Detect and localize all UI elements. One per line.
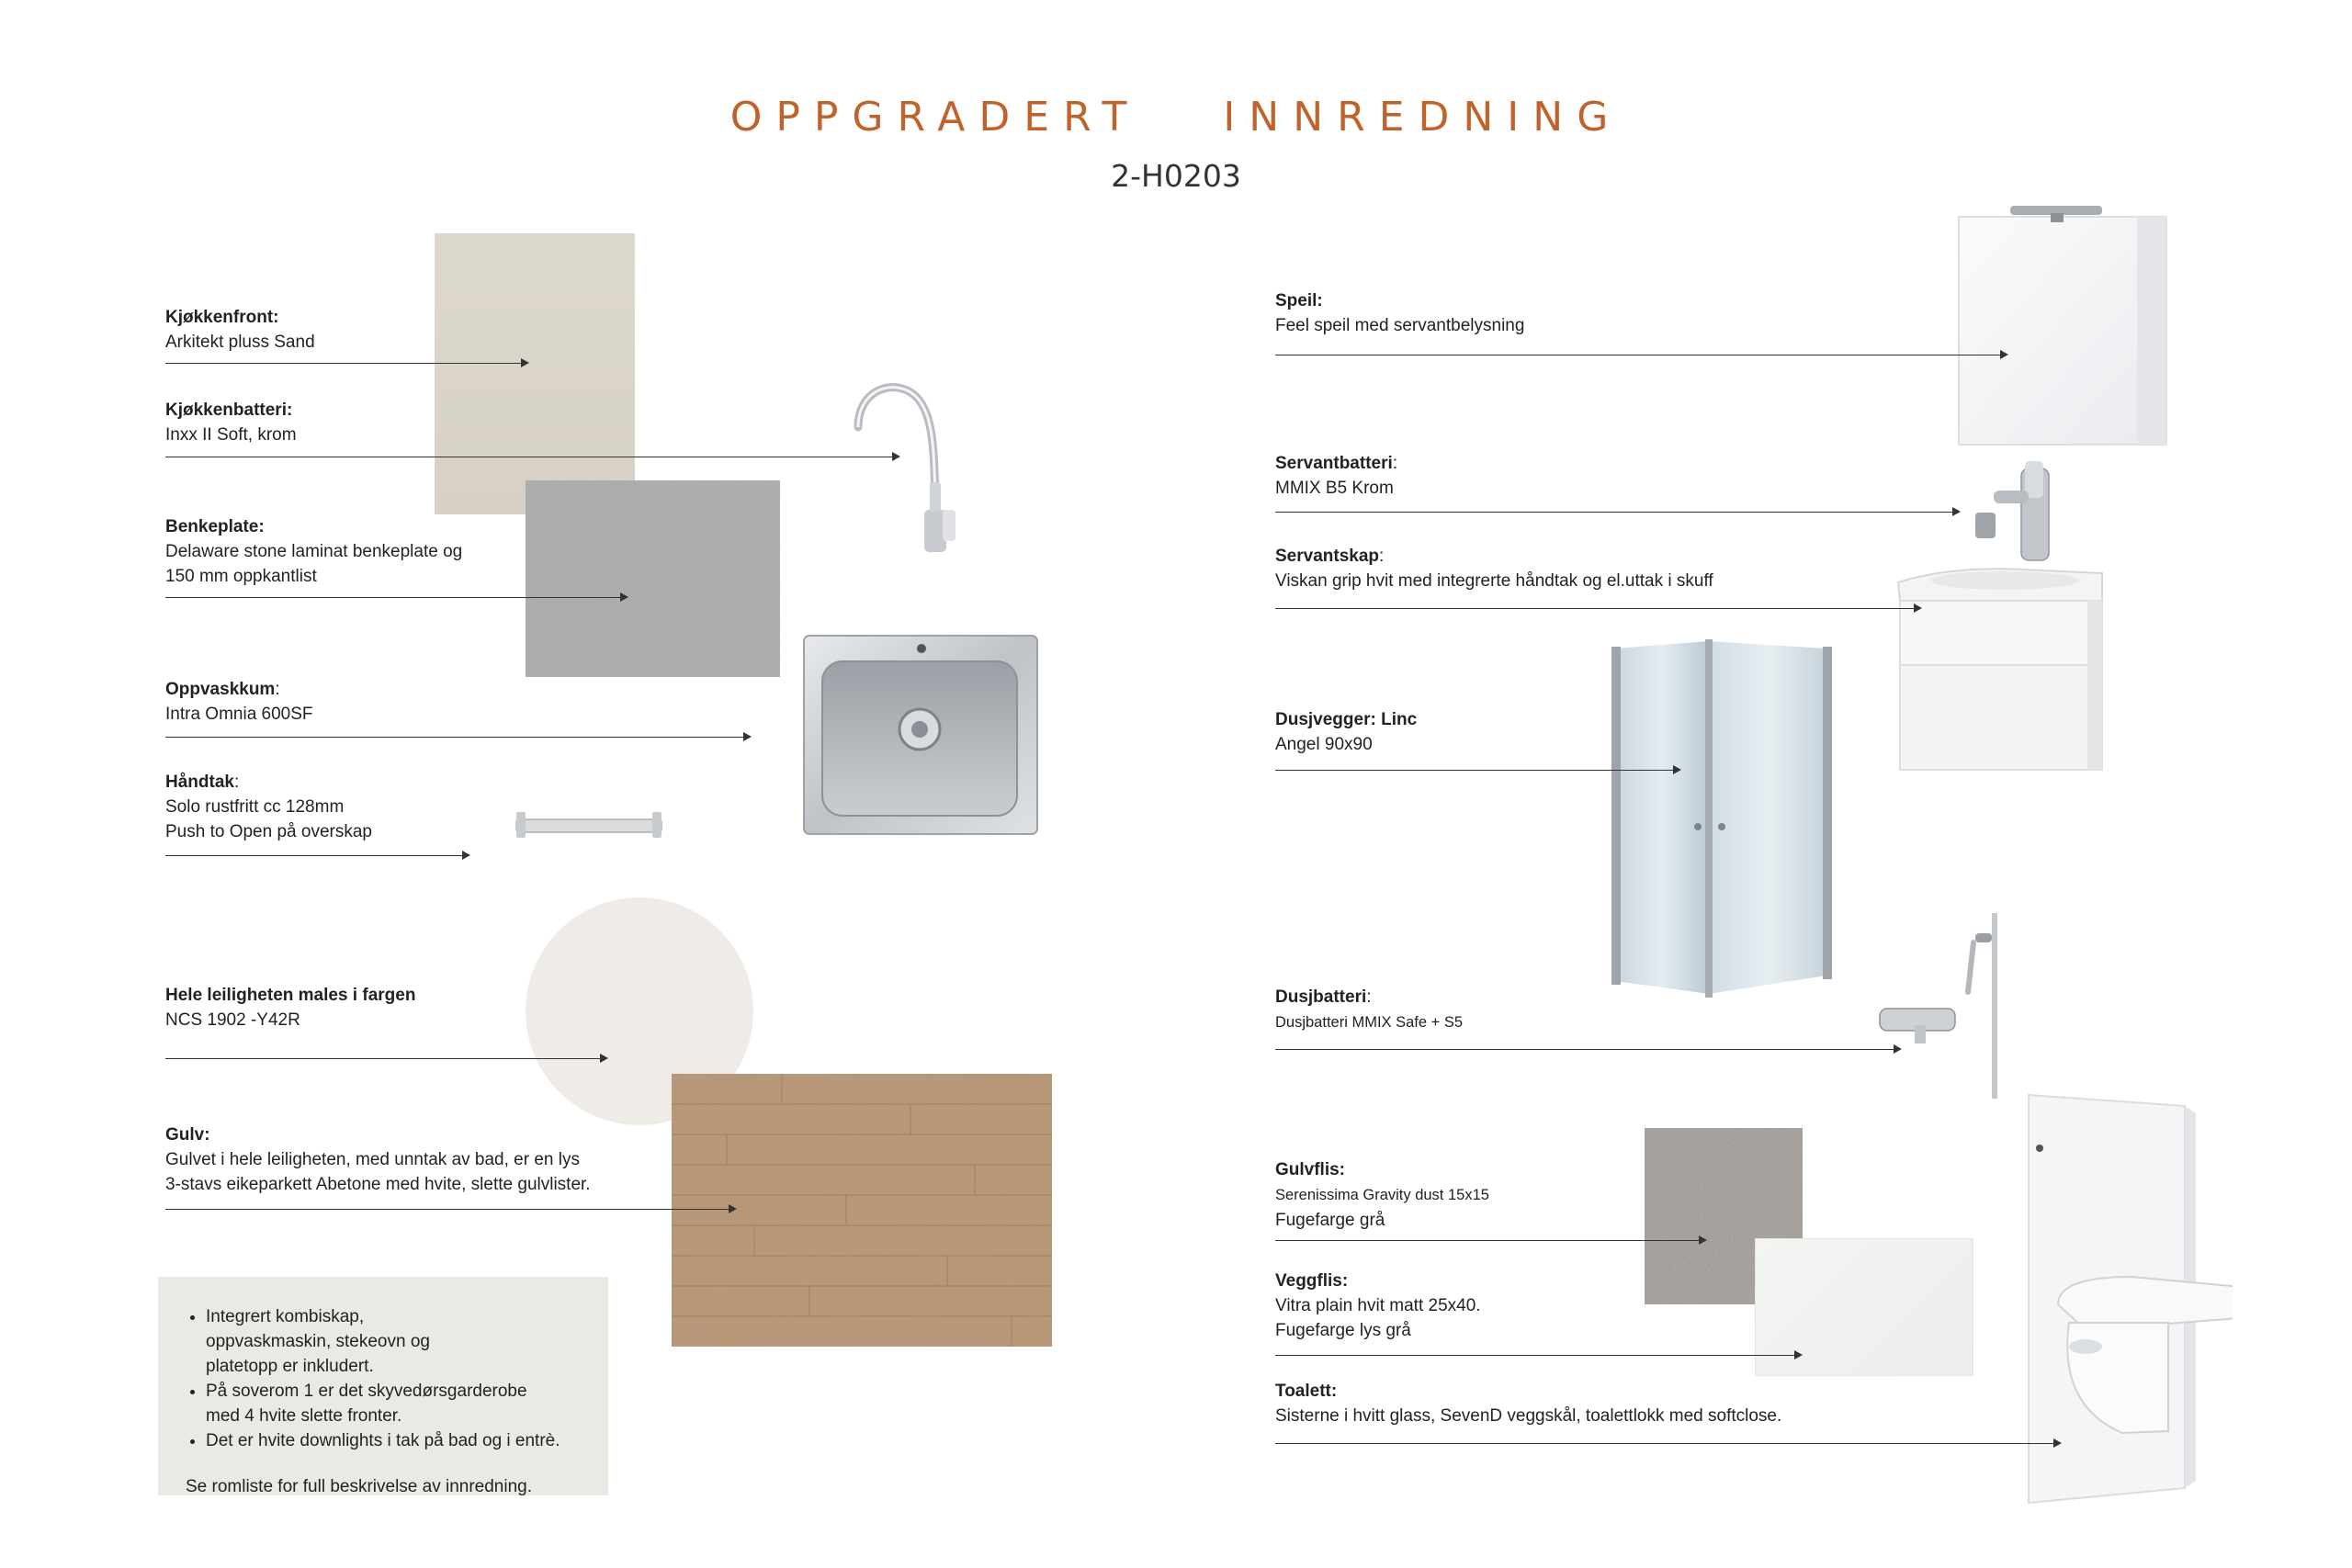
countertop-line-1: Delaware stone laminat benkeplate og xyxy=(165,542,463,561)
floor-line-1: Gulvet i hele leiligheten, med unntak av bad, er en lys xyxy=(165,1150,580,1169)
arrow-basin-tap xyxy=(1275,512,1959,513)
arrow-paint xyxy=(165,1058,606,1059)
notes-item: • Det er hvite downlights i tak på bad og i entrè. xyxy=(206,1428,608,1453)
countertop-line-2: 150 mm oppkantlist xyxy=(165,567,317,586)
floor-tile-title: Gulvflis: xyxy=(1275,1160,1346,1179)
sink-title: Oppvaskkum xyxy=(165,680,276,699)
kitchen-battery-value: Inxx II Soft, krom xyxy=(165,425,297,445)
basin-tap-label xyxy=(1275,451,1397,501)
handle-title: Håndtak xyxy=(165,773,234,792)
shower-tap-title: Dusjbatteri xyxy=(1275,987,1367,1007)
sink-colon: : xyxy=(275,680,280,699)
floor-title: Gulv: xyxy=(165,1125,210,1145)
toilet-value: Sisterne i hvitt glass, SevenD veggskål, toalettlokk med softclose. xyxy=(1275,1406,1782,1426)
arrow-kitchen-front xyxy=(165,363,527,364)
title-word-1: OPPGRADERT xyxy=(729,94,1141,141)
arrow-wall-tile xyxy=(1275,1355,1801,1356)
shower-walls-value: Angel 90x90 xyxy=(1275,735,1373,754)
toilet-label xyxy=(1275,1379,1781,1428)
vanity-value: Viskan grip hvit med integrerte håndtak og el.uttak i skuff xyxy=(1275,571,1713,591)
vanity-icon xyxy=(1894,560,2106,773)
wall-tile-label xyxy=(1275,1269,1481,1343)
floor-tile-label xyxy=(1275,1157,1489,1233)
arrow-countertop xyxy=(165,597,627,598)
arrow-toilet xyxy=(1275,1443,2060,1444)
shower-enclosure-icon xyxy=(1608,634,1834,1001)
basin-tap-colon: : xyxy=(1392,454,1398,473)
arrow-floor xyxy=(165,1209,735,1210)
countertop-label xyxy=(165,514,462,589)
shower-walls-label xyxy=(1275,707,1417,757)
paint-title: Hele leiligheten males i fargen xyxy=(165,986,416,1005)
kitchen-front-swatch xyxy=(435,233,635,514)
arrow-floor-tile xyxy=(1275,1240,1705,1241)
shower-tap-value: Dusjbatteri MMIX Safe + S5 xyxy=(1275,1014,1464,1031)
floor-line-2: 3-stavs eikeparkett Abetone med hvite, slette gulvlister. xyxy=(165,1175,591,1194)
basin-tap-icon xyxy=(1966,459,2067,570)
handle-colon: : xyxy=(233,773,240,792)
notes-item: • Integrert kombiskap, oppvaskmaskin, stekeovn og platetopp er inkludert. xyxy=(206,1304,608,1379)
paint-value: NCS 1902 -Y42R xyxy=(165,1010,300,1030)
notes-item: • På soverom 1 er det skyvedørsgarderobe med 4 hvite slette fronter. xyxy=(206,1379,608,1428)
title-word-2: INNREDNING xyxy=(1223,94,1623,141)
shower-tap-colon: : xyxy=(1366,987,1372,1007)
handle-icon xyxy=(513,808,665,841)
floor-label xyxy=(165,1122,591,1197)
toilet-title: Toalett: xyxy=(1275,1382,1338,1401)
wall-tile-line-2: Fugefarge lys grå xyxy=(1275,1321,1411,1340)
page-title xyxy=(0,94,2352,141)
wall-tile-title: Veggflis: xyxy=(1275,1271,1349,1291)
kitchen-front-value: Arkitekt pluss Sand xyxy=(165,333,315,352)
wall-tile-line-1: Vitra plain hvit matt 25x40. xyxy=(1275,1296,1481,1315)
kitchen-battery-label xyxy=(165,398,297,447)
kitchen-faucet-icon xyxy=(845,372,983,556)
kitchen-front-title: Kjøkkenfront: xyxy=(165,308,279,327)
shower-set-icon xyxy=(1872,909,2019,1102)
arrow-shower-tap xyxy=(1275,1049,1900,1050)
kitchen-front-label xyxy=(165,305,315,355)
floor-tile-line-1: Serenissima Gravity dust 15x15 xyxy=(1275,1187,1489,1203)
handle-line-1: Solo rustfritt cc 128mm xyxy=(165,797,345,817)
arrow-shower-walls xyxy=(1275,770,1679,771)
shower-walls-title: Dusjvegger: Linc xyxy=(1275,710,1418,729)
basin-tap-value: MMIX B5 Krom xyxy=(1275,479,1394,498)
notes-box xyxy=(158,1277,608,1495)
vanity-colon: : xyxy=(1379,547,1385,566)
handle-label xyxy=(165,770,372,844)
vanity-title: Servantskap xyxy=(1275,547,1380,566)
notes-footer: Se romliste for full beskrivelse av innredning. xyxy=(186,1477,533,1496)
arrow-sink xyxy=(165,737,750,738)
floor-tile-line-2: Fugefarge grå xyxy=(1275,1211,1385,1230)
vanity-label xyxy=(1275,544,1713,593)
countertop-title: Benkeplate: xyxy=(165,517,265,536)
countertop-swatch xyxy=(526,480,780,677)
arrow-handle xyxy=(165,855,469,856)
mirror-value: Feel speil med servantbelysning xyxy=(1275,316,1525,335)
notes-list xyxy=(158,1304,608,1453)
mirror-icon xyxy=(1955,200,2176,448)
arrow-vanity xyxy=(1275,608,1920,609)
mirror-title: Speil: xyxy=(1275,291,1323,310)
sink-value: Intra Omnia 600SF xyxy=(165,705,313,724)
shower-tap-label xyxy=(1275,985,1463,1035)
mirror-label xyxy=(1275,288,1524,338)
sink-icon xyxy=(802,634,1039,836)
handle-line-2: Push to Open på overskap xyxy=(165,822,372,841)
kitchen-battery-title: Kjøkkenbatteri: xyxy=(165,400,293,420)
basin-tap-title: Servantbatteri xyxy=(1275,454,1393,473)
sink-label xyxy=(165,677,313,727)
paint-label xyxy=(165,983,415,1032)
page-subtitle: 2-H0203 xyxy=(1111,158,1241,194)
